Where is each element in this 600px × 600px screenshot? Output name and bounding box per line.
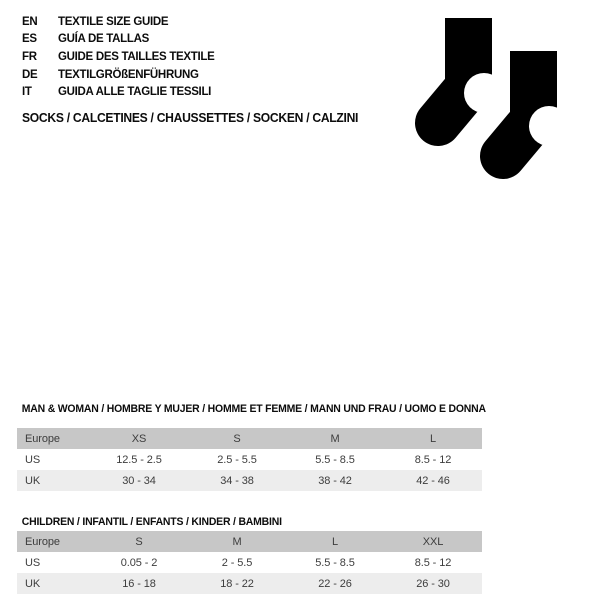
row-label: US xyxy=(25,453,41,466)
col-header: Europe xyxy=(25,432,60,445)
size-cell: 26 - 30 xyxy=(416,577,450,590)
col-header: XXL xyxy=(422,535,444,548)
sock-back-heel-cutout xyxy=(464,73,504,113)
size-cell: 8.5 - 12 xyxy=(414,453,452,466)
col-header: S xyxy=(135,535,143,548)
table-row-us xyxy=(17,552,482,573)
language-label: GUIDE DES TAILLES TEXTILE xyxy=(58,50,215,63)
language-label: GUIDA ALLE TAGLIE TESSILI xyxy=(58,86,212,99)
size-cell: 0.05 - 2 xyxy=(120,556,158,569)
table-row-uk xyxy=(17,470,482,491)
size-cell: 8.5 - 12 xyxy=(414,556,452,569)
language-code: FR xyxy=(22,50,37,63)
language-row-es xyxy=(22,31,215,49)
language-label: TEXTILE SIZE GUIDE xyxy=(58,15,169,28)
table-row-us xyxy=(17,449,482,470)
language-row-de xyxy=(22,66,215,84)
language-label: GUÍA DE TALLAS xyxy=(58,33,149,46)
col-header: M xyxy=(232,535,242,548)
language-row-en xyxy=(22,13,215,31)
socks-icon xyxy=(400,5,570,185)
size-cell: 5.5 - 8.5 xyxy=(315,453,355,466)
col-header: XS xyxy=(131,432,147,445)
size-cell: 34 - 38 xyxy=(220,474,254,487)
col-header: L xyxy=(429,432,437,445)
col-header: Europe xyxy=(25,535,60,548)
table-title: MAN & WOMAN / HOMBRE Y MUJER / HOMME ET FEMME / MANN UND FRAU / UOMO E DONNA xyxy=(21,403,486,415)
language-row-fr xyxy=(22,48,215,66)
language-code: IT xyxy=(22,86,32,99)
col-header: M xyxy=(330,432,340,445)
row-label: UK xyxy=(25,474,41,487)
row-label: US xyxy=(25,556,41,569)
table-header-row xyxy=(17,428,482,449)
table-header-row xyxy=(17,531,482,552)
size-cell: 18 - 22 xyxy=(220,577,254,590)
size-cell: 2.5 - 5.5 xyxy=(217,453,257,466)
language-label: TEXTILGRÖßENFÜHRUNG xyxy=(58,68,199,81)
size-cell: 42 - 46 xyxy=(416,474,450,487)
row-label: UK xyxy=(25,577,41,590)
size-cell: 22 - 26 xyxy=(318,577,352,590)
language-code: ES xyxy=(22,33,37,46)
table-row-uk xyxy=(17,573,482,594)
size-cell: 38 - 42 xyxy=(318,474,352,487)
size-cell: 16 - 18 xyxy=(122,577,156,590)
size-table-man-woman xyxy=(17,403,486,491)
sock-front-heel-cutout xyxy=(529,106,569,146)
size-cell: 5.5 - 8.5 xyxy=(315,556,355,569)
table-grid xyxy=(17,428,482,491)
language-code: DE xyxy=(22,68,38,81)
table-title: CHILDREN / INFANTIL / ENFANTS / KINDER / BAMBINI xyxy=(21,516,282,528)
col-header: S xyxy=(233,432,241,445)
size-table-children xyxy=(17,517,482,594)
size-cell: 12.5 - 2.5 xyxy=(116,453,162,466)
category-title: SOCKS / CALCETINES / CHAUSSETTES / SOCKEN / CALZINI xyxy=(22,111,359,125)
col-header: L xyxy=(331,535,339,548)
language-row-it xyxy=(22,83,215,101)
language-code: EN xyxy=(22,15,38,28)
table-grid xyxy=(17,531,482,594)
size-cell: 2 - 5.5 xyxy=(221,556,253,569)
language-list xyxy=(22,13,215,101)
size-cell: 30 - 34 xyxy=(122,474,156,487)
